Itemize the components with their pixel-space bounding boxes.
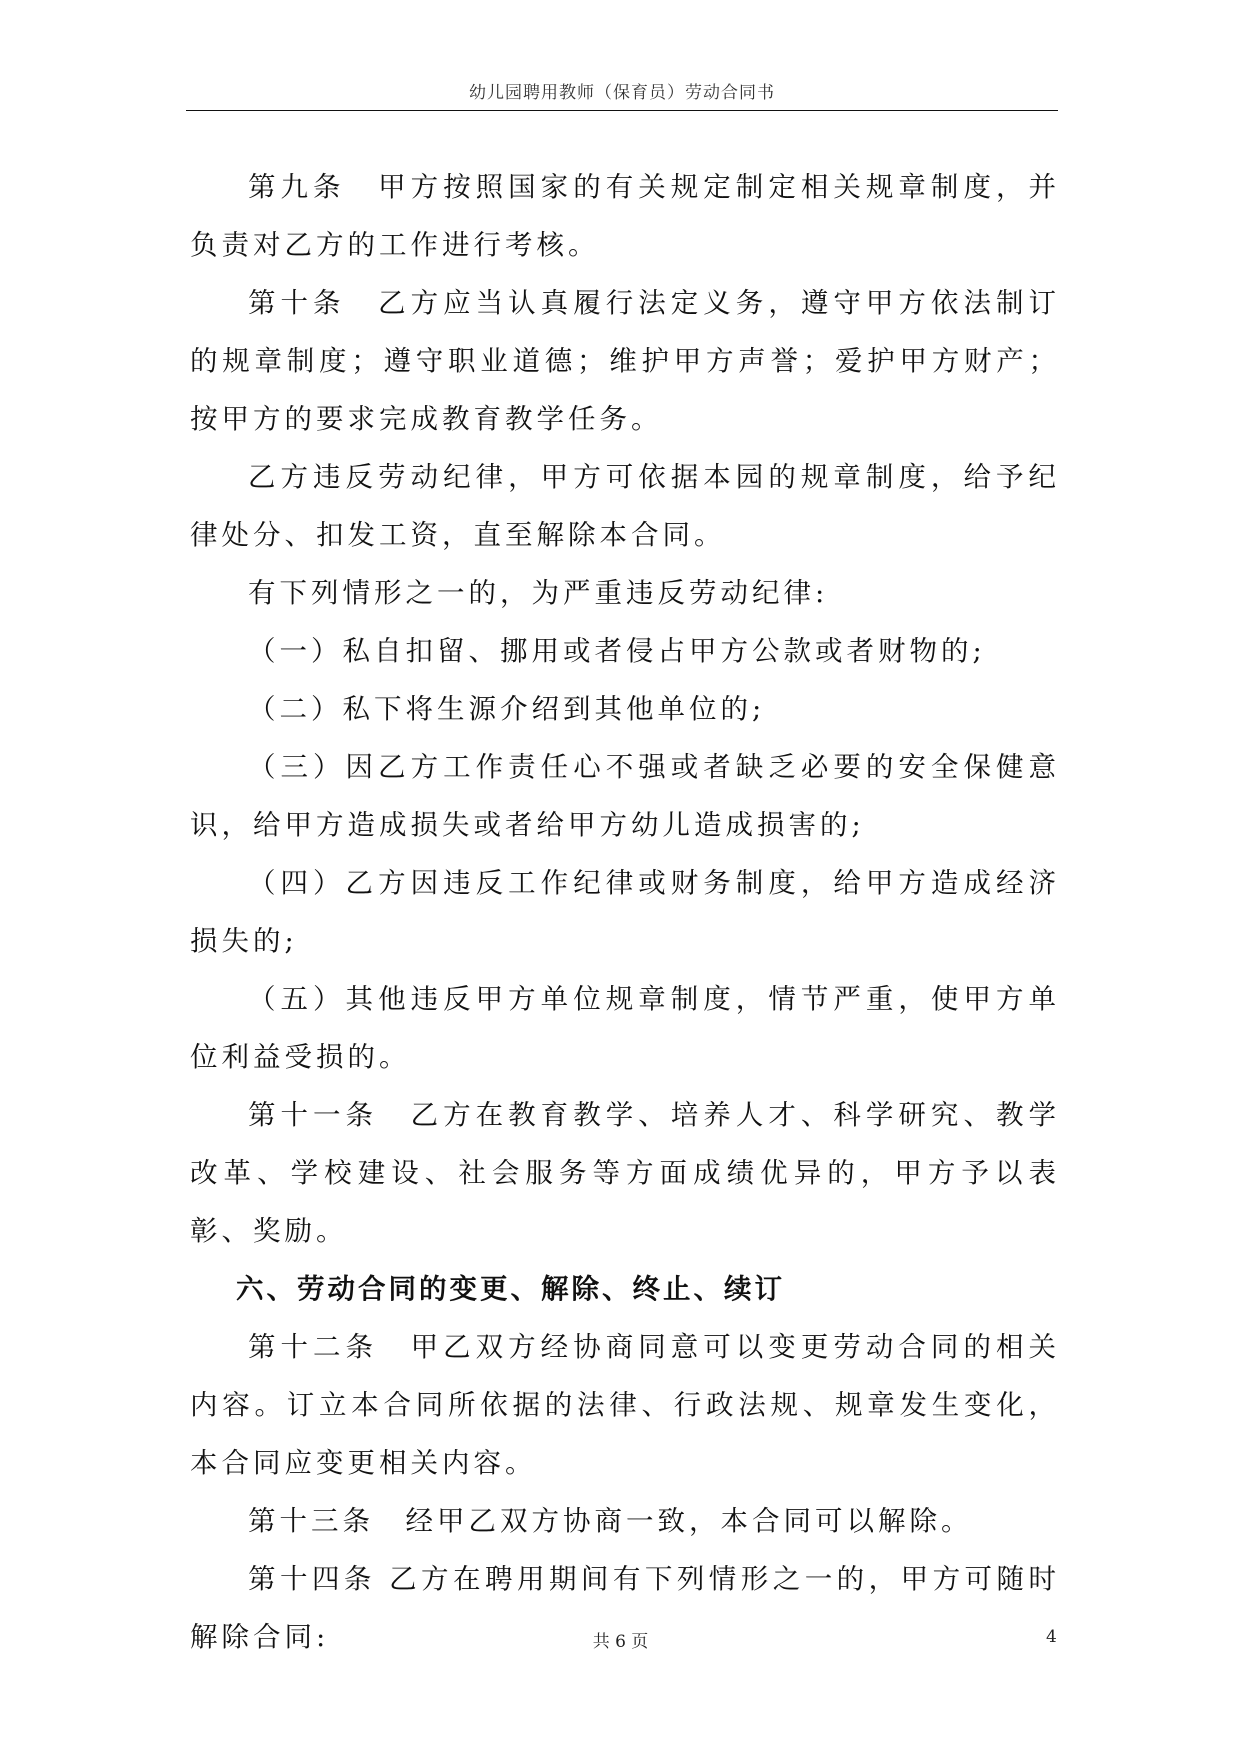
article-13: 第十三条 经甲乙双方协商一致，本合同可以解除。 bbox=[248, 1505, 973, 1537]
article-10: 第十条 乙方应当认真履行法定义务，遵守甲方依法制订的规章制度；遵守职业道德；维护甲方声誉；爱护甲方财产；按甲方的要求完成教育教学任务。 bbox=[190, 287, 1060, 435]
article-11: 第十一条 乙方在教育教学、培养人才、科学研究、教学改革、学校建设、社会服务等方面成绩优异的，甲方予以表彰、奖励。 bbox=[190, 1099, 1060, 1247]
discipline-violation-paragraph: 乙方违反劳动纪律，甲方可依据本园的规章制度，给予纪律处分、扣发工资，直至解除本合同。 bbox=[190, 461, 1060, 551]
violation-item-1: （一）私自扣留、挪用或者侵占甲方公款或者财物的; bbox=[248, 635, 986, 667]
footer-total-pages: 共 6 页 bbox=[592, 1632, 649, 1652]
article-9: 第九条 甲方按照国家的有关规定制定相关规章制度，并负责对乙方的工作进行考核。 bbox=[190, 171, 1060, 261]
article-12: 第十二条 甲乙双方经协商同意可以变更劳动合同的相关内容。订立本合同所依据的法律、行政法规、规章发生变化，本合同应变更相关内容。 bbox=[190, 1331, 1060, 1479]
violation-item-4: （四）乙方因违反工作纪律或财务制度，给甲方造成经济损失的; bbox=[190, 867, 1060, 957]
violation-item-2: （二）私下将生源介绍到其他单位的; bbox=[248, 693, 766, 725]
page-header-title: 幼儿园聘用教师（保育员）劳动合同书 bbox=[469, 83, 775, 103]
serious-violation-intro: 有下列情形之一的，为严重违反劳动纪律: bbox=[248, 577, 829, 609]
section-heading-6: 六、劳动合同的变更、解除、终止、续订 bbox=[236, 1273, 785, 1305]
header-divider bbox=[186, 110, 1058, 111]
article-14: 第十四条 乙方在聘用期间有下列情形之一的，甲方可随时解除合同: bbox=[190, 1563, 1060, 1653]
document-body bbox=[190, 158, 1060, 1666]
footer-page-number: 4 bbox=[1046, 1627, 1057, 1647]
violation-item-5: （五）其他违反甲方单位规章制度，情节严重，使甲方单位利益受损的。 bbox=[190, 983, 1060, 1073]
violation-item-3: （三）因乙方工作责任心不强或者缺乏必要的安全保健意识，给甲方造成损失或者给甲方幼儿造成损害的; bbox=[190, 751, 1060, 841]
